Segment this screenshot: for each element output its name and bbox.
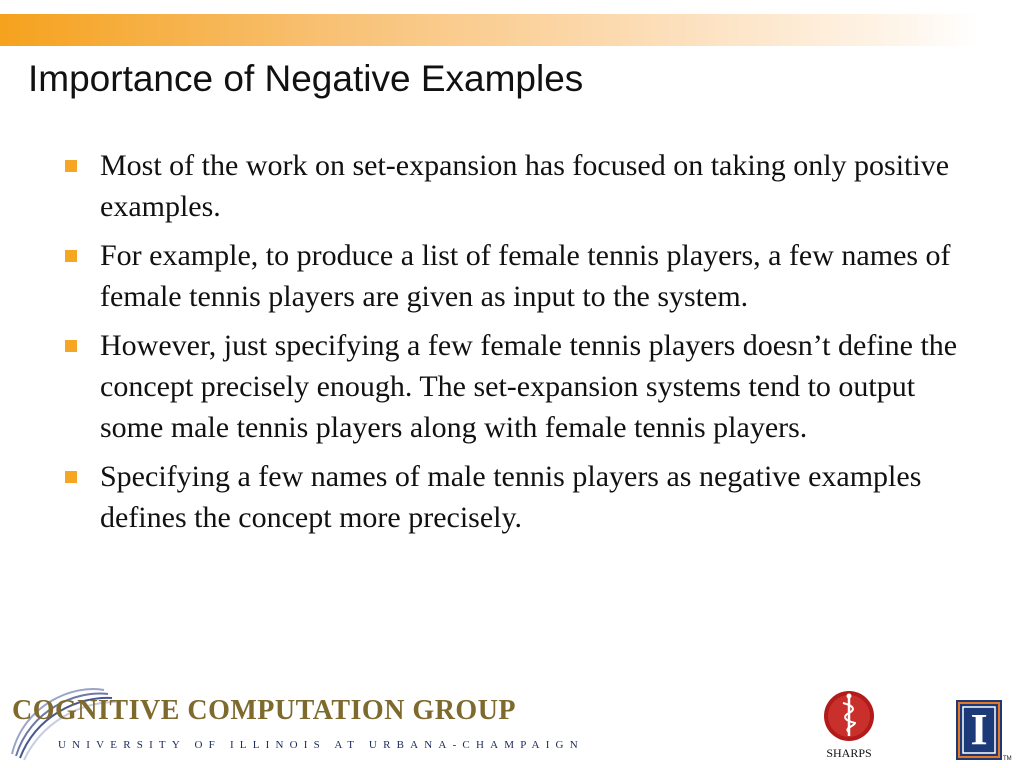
- bullet-text: Specifying a few names of male tennis players as negative examples defines the concept more precisely.: [100, 460, 922, 534]
- cognitive-computation-group-logo: [4, 684, 584, 764]
- square-bullet-icon: [65, 250, 77, 262]
- sharps-logo: [816, 690, 882, 764]
- bullet-text: However, just specifying a few female tennis players doesn’t define the concept precisely enough. The set-expansion systems tend to output some male tennis players along with female tennis players.: [100, 329, 958, 444]
- group-name: COGNITIVE COMPUTATION GROUP: [12, 695, 517, 726]
- university-name: UNIVERSITY OF ILLINOIS AT URBANA-CHAMPAIGN: [58, 739, 584, 751]
- header-gradient-bar: [0, 14, 980, 46]
- bullet-item: [62, 325, 962, 448]
- sharps-caduceus-icon: [816, 690, 882, 746]
- bullet-text: For example, to produce a list of female tennis players, a few names of female tennis players are given as input to the system.: [100, 239, 951, 313]
- trademark-mark: TM: [1003, 756, 1012, 762]
- block-i-letter: I: [970, 705, 988, 754]
- bullet-item: [62, 456, 962, 538]
- bullet-item: [62, 235, 962, 317]
- illinois-block-i-logo: [956, 700, 1016, 766]
- bullet-text: Most of the work on set-expansion has focused on taking only positive examples.: [100, 149, 950, 223]
- square-bullet-icon: [65, 340, 77, 352]
- slide-title: Importance of Negative Examples: [28, 58, 584, 99]
- square-bullet-icon: [65, 160, 77, 172]
- square-bullet-icon: [65, 471, 77, 483]
- bullet-list: [62, 145, 962, 546]
- sharps-label: SHARPS: [826, 746, 872, 760]
- bullet-item: [62, 145, 962, 227]
